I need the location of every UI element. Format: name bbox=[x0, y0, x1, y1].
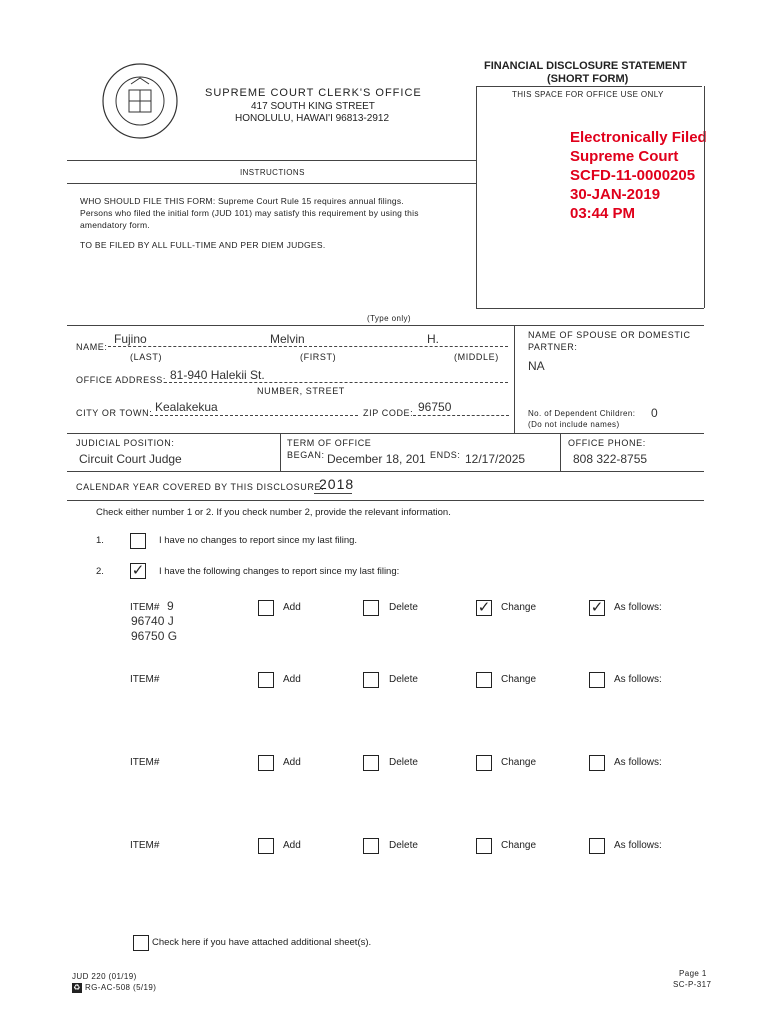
first-name-value[interactable]: Melvin bbox=[270, 332, 305, 346]
filing-stamp bbox=[570, 128, 707, 223]
spouse-label-2: PARTNER: bbox=[528, 342, 578, 352]
item-add-label: Add bbox=[283, 674, 301, 685]
began-value[interactable]: December 18, 201 bbox=[327, 452, 426, 466]
item-value-1[interactable]: 9 bbox=[167, 599, 174, 613]
form-number: JUD 220 (01/19) bbox=[72, 972, 137, 981]
dependents-note: (Do not include names) bbox=[528, 420, 620, 429]
stamp-line-2: Supreme Court bbox=[570, 148, 679, 165]
office-phone-label: OFFICE PHONE: bbox=[568, 438, 646, 448]
item-delete-checkbox[interactable] bbox=[363, 672, 379, 688]
stamp-line-5: 03:44 PM bbox=[570, 205, 636, 222]
item-delete-checkbox[interactable] bbox=[363, 600, 379, 616]
item-delete-label: Delete bbox=[389, 674, 418, 685]
item-change-checkbox[interactable] bbox=[476, 838, 492, 854]
item-follows-checkbox[interactable] bbox=[589, 838, 605, 854]
item-delete-checkbox[interactable] bbox=[363, 838, 379, 854]
option-1-checkbox[interactable] bbox=[130, 533, 146, 549]
office-street: 417 SOUTH KING STREET bbox=[251, 101, 375, 112]
item-change-label: Change bbox=[501, 840, 537, 851]
judicial-position-label: JUDICIAL POSITION: bbox=[76, 438, 175, 448]
office-address-label: OFFICE ADDRESS: bbox=[76, 375, 167, 385]
instructions-line-3: amendatory form. bbox=[80, 220, 150, 230]
item-follows-checkbox[interactable] bbox=[589, 755, 605, 771]
item-follows-checkbox[interactable]: ✓ bbox=[590, 599, 604, 616]
instructions-filing-note: TO BE FILED BY ALL FULL-TIME AND PER DIEM JUDGES. bbox=[80, 240, 326, 250]
office-phone-value[interactable]: 808 322-8755 bbox=[573, 452, 648, 466]
calendar-year-label: CALENDAR YEAR COVERED BY THIS DISCLOSURE: bbox=[76, 482, 325, 492]
item-label: ITEM# bbox=[130, 757, 160, 768]
item-change-checkbox[interactable] bbox=[476, 672, 492, 688]
began-label: BEGAN: bbox=[287, 450, 325, 460]
choices-intro: Check either number 1 or 2. If you check number 2, provide the relevant information. bbox=[96, 507, 451, 518]
item-follows-label: As follows: bbox=[614, 674, 662, 685]
form-title: FINANCIAL DISCLOSURE STATEMENT bbox=[484, 60, 687, 72]
office-city: HONOLULU, HAWAI'I 96813-2912 bbox=[235, 113, 390, 124]
stamp-line-4: 30-JAN-2019 bbox=[570, 186, 661, 203]
form-subtitle: (SHORT FORM) bbox=[547, 73, 629, 85]
additional-sheets-label: Check here if you have attached additional sheet(s). bbox=[152, 937, 372, 948]
zip-label: ZIP CODE: bbox=[363, 408, 414, 418]
item-follows-label: As follows: bbox=[614, 757, 662, 768]
option-1-number: 1. bbox=[96, 535, 104, 546]
item-follows-label: As follows: bbox=[614, 602, 662, 613]
item-label: ITEM# bbox=[130, 674, 160, 685]
scp-number: SC-P-317 bbox=[673, 980, 712, 989]
item-add-checkbox[interactable] bbox=[258, 672, 274, 688]
item-delete-label: Delete bbox=[389, 840, 418, 851]
item-change-checkbox[interactable] bbox=[476, 755, 492, 771]
page-number: Page 1 bbox=[679, 969, 707, 978]
item-add-checkbox[interactable] bbox=[258, 600, 274, 616]
item-add-checkbox[interactable] bbox=[258, 838, 274, 854]
number-street-label: NUMBER, STREET bbox=[257, 386, 345, 396]
item-add-label: Add bbox=[283, 602, 301, 613]
item-follows-label: As follows: bbox=[614, 840, 662, 851]
office-use-label: THIS SPACE FOR OFFICE USE ONLY bbox=[512, 90, 664, 99]
stamp-line-1: Electronically Filed bbox=[570, 129, 707, 146]
item-add-checkbox[interactable] bbox=[258, 755, 274, 771]
item-change-label: Change bbox=[501, 757, 537, 768]
city-label: CITY OR TOWN: bbox=[76, 408, 153, 418]
instructions-text bbox=[80, 195, 419, 231]
term-label: TERM OF OFFICE bbox=[287, 438, 372, 448]
first-label: (FIRST) bbox=[300, 352, 337, 362]
ends-value[interactable]: 12/17/2025 bbox=[465, 452, 526, 466]
last-name-value[interactable]: Fujino bbox=[114, 332, 147, 346]
type-only-note: (Type only) bbox=[367, 314, 411, 323]
item-add-label: Add bbox=[283, 840, 301, 851]
middle-label: (MIDDLE) bbox=[454, 352, 499, 362]
office-address-value[interactable]: 81-940 Halekii St. bbox=[170, 368, 265, 382]
item-follows-checkbox[interactable] bbox=[589, 672, 605, 688]
additional-sheets-checkbox[interactable] bbox=[133, 935, 149, 951]
spouse-value[interactable]: NA bbox=[528, 359, 545, 373]
item-add-label: Add bbox=[283, 757, 301, 768]
item-value-2[interactable]: 96740 J bbox=[131, 614, 174, 628]
dependents-value[interactable]: 0 bbox=[651, 406, 658, 420]
instructions-line-2: Persons who filed the initial form (JUD 101) may satisfy this requirement by using this bbox=[80, 208, 419, 218]
option-2-checkbox[interactable]: ✓ bbox=[131, 562, 145, 579]
instructions-line-1: WHO SHOULD FILE THIS FORM: Supreme Court Rule 15 requires annual filings. bbox=[80, 196, 404, 206]
item-label: ITEM# bbox=[130, 602, 160, 613]
item-delete-label: Delete bbox=[389, 757, 418, 768]
zip-value[interactable]: 96750 bbox=[418, 400, 452, 414]
option-1-label: I have no changes to report since my last filing. bbox=[159, 535, 358, 546]
name-label: NAME: bbox=[76, 342, 108, 352]
item-change-checkbox[interactable]: ✓ bbox=[477, 599, 491, 616]
office-name: SUPREME COURT CLERK'S OFFICE bbox=[205, 87, 422, 99]
judicial-position-value[interactable]: Circuit Court Judge bbox=[79, 452, 182, 466]
item-delete-label: Delete bbox=[389, 602, 418, 613]
item-change-label: Change bbox=[501, 602, 537, 613]
item-label: ITEM# bbox=[130, 840, 160, 851]
spouse-label-1: NAME OF SPOUSE OR DOMESTIC bbox=[528, 330, 691, 340]
item-delete-checkbox[interactable] bbox=[363, 755, 379, 771]
last-label: (LAST) bbox=[130, 352, 163, 362]
calendar-year-value[interactable]: 2018 bbox=[319, 476, 355, 492]
option-2-label: I have the following changes to report since my last filing: bbox=[159, 566, 400, 577]
ends-label: ENDS: bbox=[430, 450, 461, 460]
item-change-label: Change bbox=[501, 674, 537, 685]
stamp-line-3: SCFD-11-0000205 bbox=[570, 167, 696, 184]
option-2-number: 2. bbox=[96, 566, 104, 577]
instructions-heading: INSTRUCTIONS bbox=[240, 168, 305, 177]
item-value-3[interactable]: 96750 G bbox=[131, 629, 178, 643]
rg-number: RG-AC-508 (5/19) bbox=[85, 983, 157, 992]
city-value[interactable]: Kealakekua bbox=[155, 400, 218, 414]
recycle-icon: ♻ bbox=[73, 983, 81, 992]
court-seal bbox=[101, 62, 179, 140]
dependents-label: No. of Dependent Children: bbox=[528, 409, 636, 418]
middle-name-value[interactable]: H. bbox=[427, 332, 439, 346]
